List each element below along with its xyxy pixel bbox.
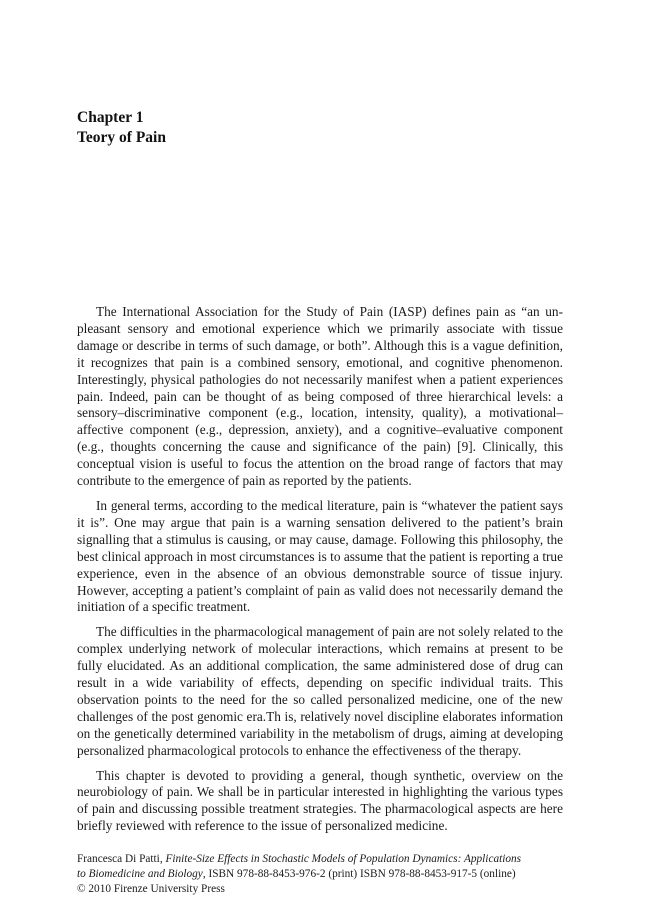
paragraph-2: In general terms, according to the medical literature, pain is “whatever the patient says it is”. One may argue that pain is a warning sensation delivered to the patient’s brain signalling that a stimulus is causing, or may cause, damage. Following this philosophy, the best clinical approach in most circumstances is to assume that the patient is reporting a true experience, even in the absence of an obvious demonstrable source of tissue injury. However, accepting a patient’s complaint of pain as valid does not necessarily demand the initiation of a specific treatment. xyxy=(77,497,563,615)
paragraph-3: The difficulties in the pharmacological management of pain are not solely related to the complex underlying network of molecular interactions, which remains at present to be fully elucidated. As an additional complication, the same administered dose of drug can result in a wide variability of effects, depending on specific individual traits. This observation points to the need for the so called personalized medicine, one of the new challenges of the post genomic era.Th is, relatively novel discipline elaborates information on the genetically determined variability in the metabolism of drugs, aiming at developing personalized pharmacological protocols to enhance the effectiveness of the therapy. xyxy=(77,624,563,758)
paragraph-4: This chapter is devoted to providing a general, though synthetic, overview on the neurobiology of pain. We shall be in particular interested in highlighting the various types of pain and discussing possible treatment strategies. The pharmacological aspects are here briefly reviewed with reference to the issue of personalized medicine. xyxy=(77,767,563,834)
citation-line-1 xyxy=(77,852,567,867)
citation-book-title-1: Finite-Size Effects in Stochastic Models of Population Dynamics: Applications xyxy=(165,853,522,865)
chapter-heading xyxy=(77,108,567,148)
citation-footer xyxy=(77,852,567,897)
citation-author: Francesca Di Patti, xyxy=(77,853,163,865)
paragraph-1: The International Association for the Study of Pain (IASP) defines pain as “an unpleasant sensory and emotional experience which we primarily associate with tissue damage or describe in terms of such damage, or both”. Although this is a vague definition, it recognizes that pain is a combined sensory, emotional, and cognitive phenomenon. Interestingly, physical pathologies do not necessarily manifest when a patient experiences pain. Indeed, pain can be thought of as being composed of three hierarchical levels: a sensory–discriminative component (e.g., location, intensity, quality), a motivational–affective component (e.g., depression, anxiety), and a cognitive–evaluative component (e.g., thoughts concerning the cause and significance of the pain) [9]. Clinically, this conceptual vision is useful to focus the attention on the broad range of factors that may contribute to the emergence of pain as reported by the patients. xyxy=(77,304,563,489)
chapter-body xyxy=(77,304,563,843)
citation-line-2 xyxy=(77,867,567,882)
chapter-number: Chapter 1 xyxy=(77,109,144,126)
citation-copyright: © 2010 Firenze University Press xyxy=(77,883,225,895)
citation-isbn: , ISBN 978-88-8453-976-2 (print) ISBN 978-88-8453-917-5 (online) xyxy=(202,868,516,880)
chapter-title: Teory of Pain xyxy=(77,129,166,146)
citation-book-title-2: to Biomedicine and Biology xyxy=(77,868,203,880)
